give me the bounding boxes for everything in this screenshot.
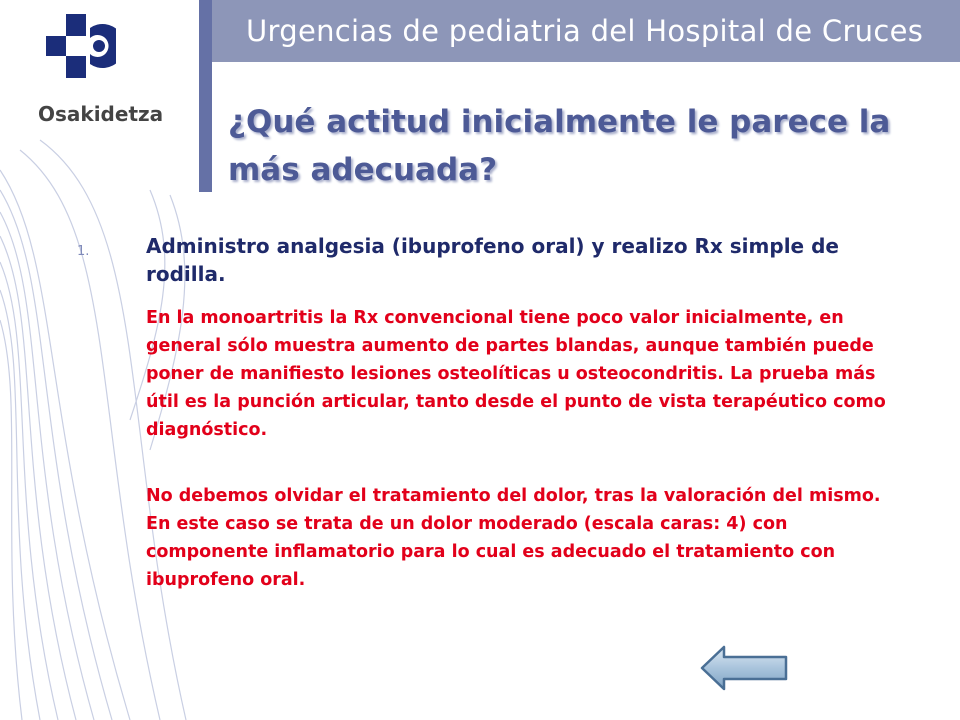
explanation-paragraph-2: No debemos olvidar el tratamiento del dolor, tras la valoración del mismo. En este caso se trata de un dolor moderado (escala caras: 4) con componente inflamatorio para lo cual es adecuado el tratamiento con ibuprofeno oral.	[146, 486, 881, 590]
back-arrow-button[interactable]	[700, 645, 788, 691]
header-title: Urgencias de pediatria del Hospital de Cruces	[246, 14, 924, 48]
answer-text: Administro analgesia (ibuprofeno oral) y realizo Rx simple de rodilla.	[146, 234, 839, 286]
slide-question: ¿Qué actitud inicialmente le parece la más adecuada?	[228, 104, 891, 188]
osakidetza-logo-icon	[46, 14, 116, 84]
vertical-accent-bar	[199, 0, 212, 192]
left-arrow-icon	[702, 647, 786, 689]
answer-number: 1.	[77, 244, 90, 259]
explanation-paragraph-1: En la monoartritis la Rx convencional tiene poco valor inicialmente, en general sólo muestra aumento de partes blandas, aunque también puede poner de manifiesto lesiones osteolíticas u osteocondritis. La prueba más útil es la punción articular, tanto desde el punto de vista terapéutico como diagnóstico.	[146, 308, 886, 440]
logo-text: Osakidetza	[38, 102, 164, 126]
